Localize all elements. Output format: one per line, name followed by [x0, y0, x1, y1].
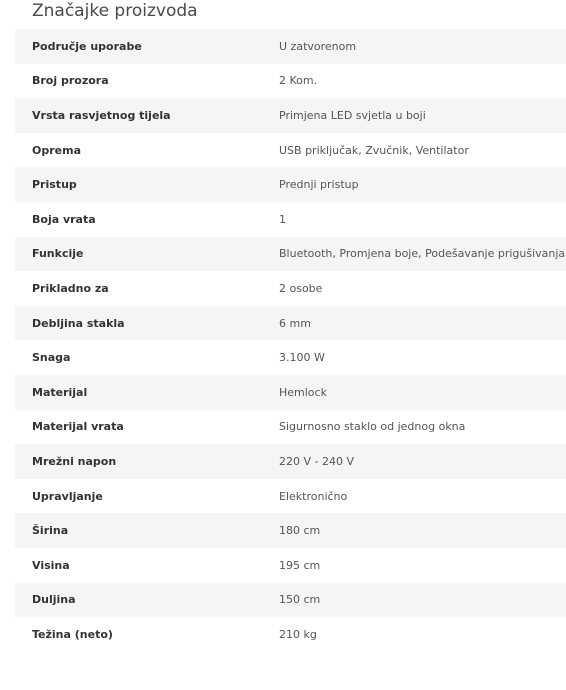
spec-label: Prikladno za — [32, 281, 109, 295]
spec-row-materijal-vrata — [15, 410, 566, 445]
spec-label: Mrežni napon — [32, 454, 117, 468]
spec-value: 1 — [279, 212, 286, 226]
spec-value: Sigurnosno staklo od jednog okna — [279, 420, 466, 434]
spec-label: Oprema — [32, 143, 81, 157]
spec-row-broj-prozora — [15, 64, 566, 99]
spec-label: Težina (neto) — [32, 627, 113, 641]
spec-value: Elektronično — [279, 489, 348, 503]
spec-value: 150 cm — [279, 593, 321, 607]
spec-label: Upravljanje — [32, 489, 103, 503]
spec-value: Bluetooth, Promjena boje, Podešavanje prigušivanja — [279, 247, 566, 261]
spec-value: Prednji pristup — [279, 178, 359, 192]
spec-row-visina — [15, 548, 566, 583]
spec-value: USB priključak, Zvučnik, Ventilator — [279, 143, 469, 157]
spec-value: 2 osobe — [279, 281, 323, 295]
spec-value: U zatvorenom — [279, 39, 357, 53]
spec-label: Broj prozora — [32, 74, 109, 88]
spec-value: 6 mm — [279, 316, 311, 330]
spec-label: Duljina — [32, 593, 76, 607]
spec-value: 220 V - 240 V — [279, 454, 354, 468]
spec-row-boja-vrata — [15, 202, 566, 237]
spec-row-snaga — [15, 340, 566, 375]
spec-row-duljina — [15, 583, 566, 618]
spec-row-oprema — [15, 133, 566, 168]
spec-value: Primjena LED svjetla u boji — [279, 108, 426, 122]
spec-row-materijal — [15, 375, 566, 410]
spec-label: Materijal vrata — [32, 420, 124, 434]
spec-value: 2 Kom. — [279, 74, 318, 88]
spec-label: Vrsta rasvjetnog tijela — [32, 108, 171, 122]
spec-row-vrsta-rasvjetnog-tijela — [15, 98, 566, 133]
spec-value: 195 cm — [279, 558, 321, 572]
spec-value: Hemlock — [279, 385, 327, 399]
spec-value: 180 cm — [279, 524, 321, 538]
spec-row-tezina-neto — [15, 617, 566, 652]
spec-label: Boja vrata — [32, 212, 96, 226]
spec-label: Snaga — [32, 351, 71, 365]
spec-label: Materijal — [32, 385, 88, 399]
spec-row-prikladno-za — [15, 271, 566, 306]
spec-value: 210 kg — [279, 627, 317, 641]
spec-label: Funkcije — [32, 247, 84, 261]
spec-row-mrezni-napon — [15, 444, 566, 479]
spec-value: 3.100 W — [279, 351, 325, 365]
spec-row-funkcije — [15, 237, 566, 272]
spec-label: Područje uporabe — [32, 39, 142, 53]
spec-label: Pristup — [32, 178, 77, 192]
spec-row-pristup — [15, 167, 566, 202]
spec-label: Širina — [32, 524, 69, 538]
product-specs-table — [15, 29, 566, 652]
spec-row-upravljanje — [15, 479, 566, 514]
spec-row-sirina — [15, 513, 566, 548]
spec-row-podrucje-uporabe — [15, 29, 566, 64]
spec-label: Debljina stakla — [32, 316, 125, 330]
section-title: Značajke proizvoda — [32, 1, 198, 21]
spec-row-debljina-stakla — [15, 306, 566, 341]
spec-label: Visina — [32, 558, 70, 572]
